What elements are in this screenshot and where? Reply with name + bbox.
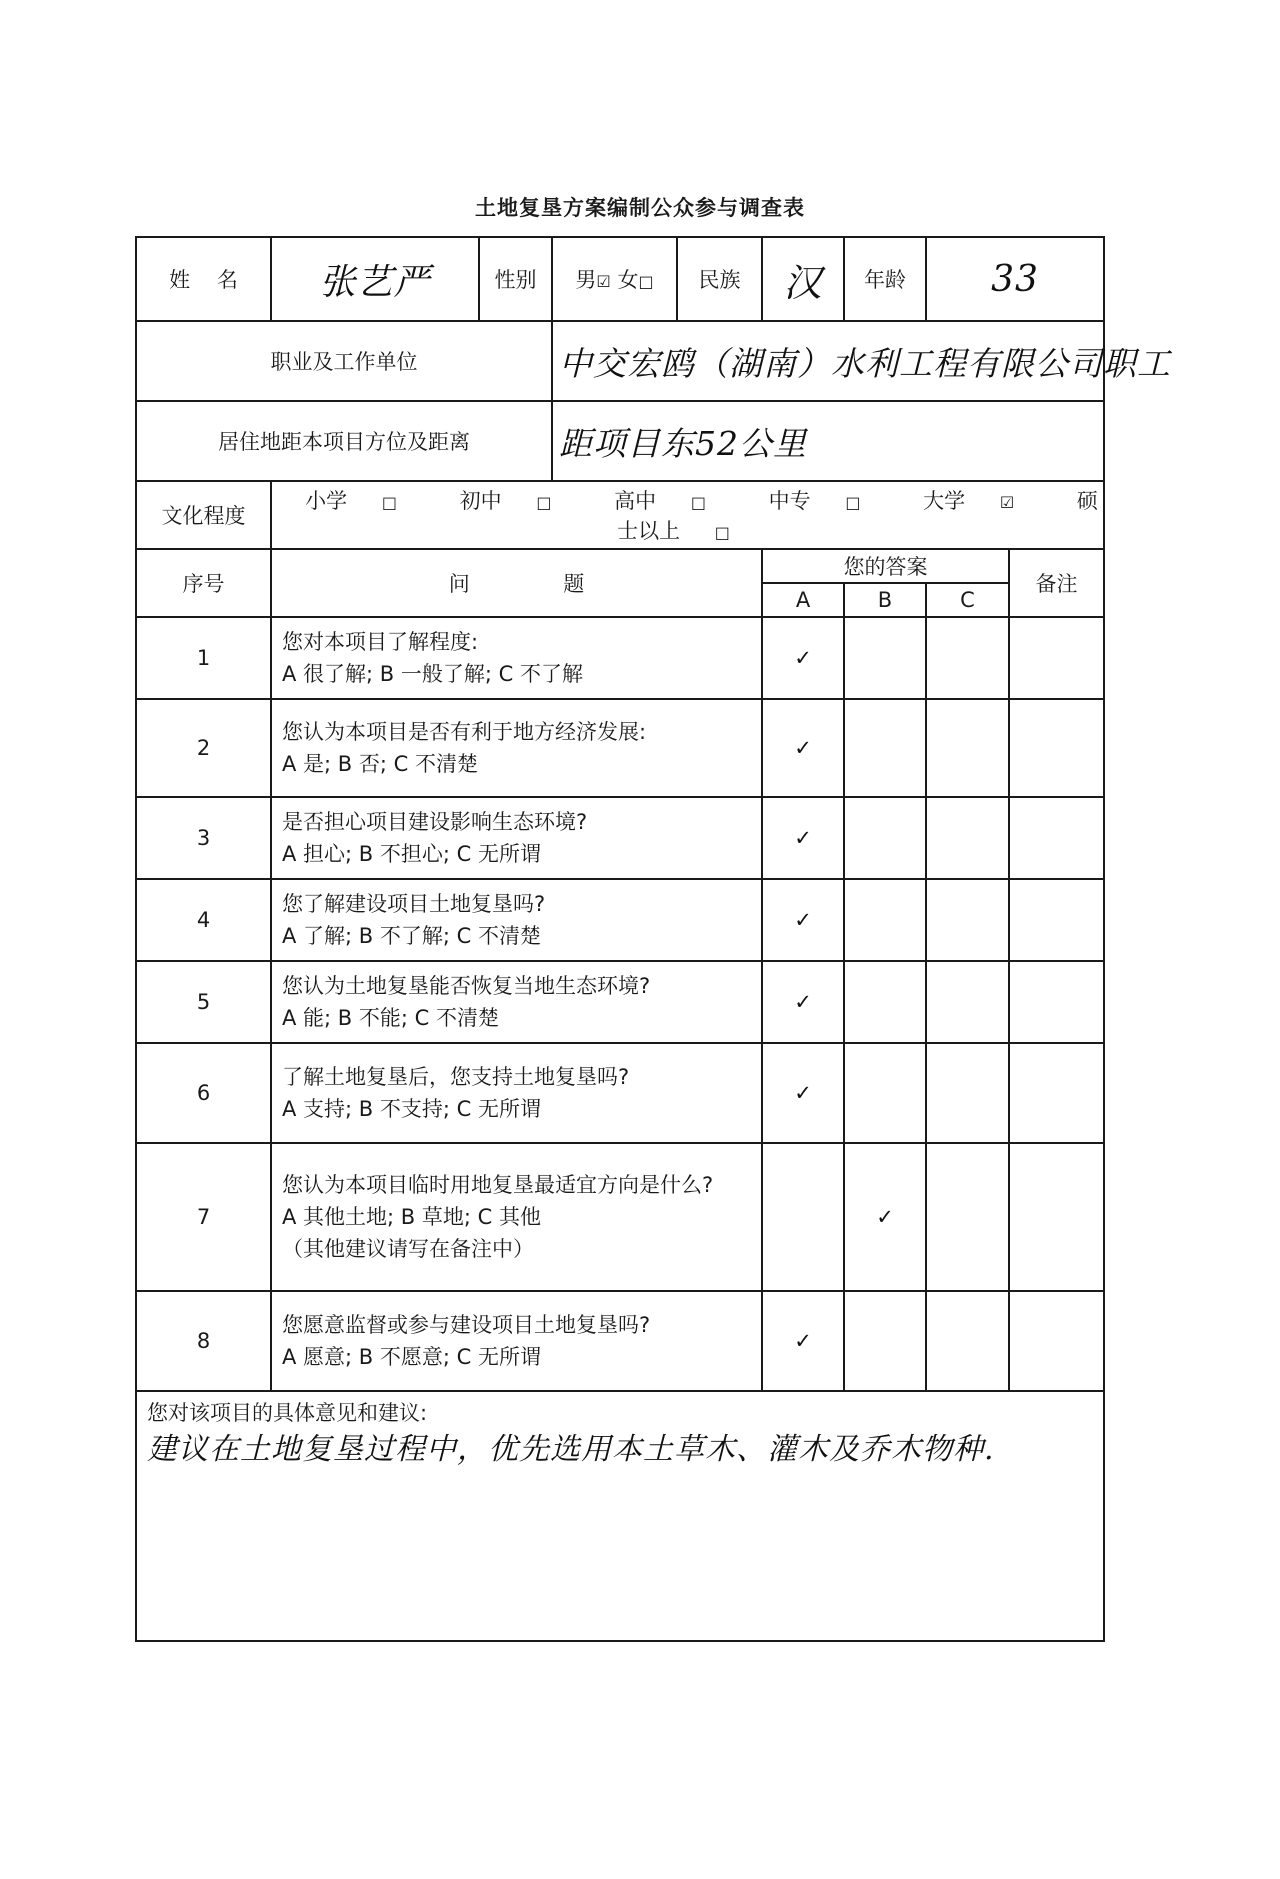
answer-b-cell[interactable] bbox=[844, 961, 926, 1043]
name-value[interactable]: 张艺严 bbox=[271, 237, 479, 321]
answer-c-cell[interactable] bbox=[926, 1043, 1009, 1143]
question-number: 3 bbox=[136, 797, 271, 879]
question-header: 问 题 bbox=[271, 549, 762, 617]
table-row bbox=[136, 879, 1104, 961]
col-a-header: A bbox=[762, 583, 844, 617]
remarks-cell[interactable] bbox=[1009, 879, 1104, 961]
question-number: 6 bbox=[136, 1043, 271, 1143]
gender-male-label: 男 bbox=[575, 268, 597, 292]
table-row bbox=[136, 1043, 1104, 1143]
question-text: 您对本项目了解程度: A 很了解; B 一般了解; C 不了解 bbox=[271, 617, 762, 699]
education-option[interactable]: 小学 □ bbox=[305, 489, 397, 513]
education-option[interactable]: 高中 □ bbox=[614, 489, 706, 513]
education-checkbox: □ bbox=[536, 492, 552, 512]
suggestions-row bbox=[136, 1391, 1104, 1641]
occupation-row bbox=[136, 321, 1104, 401]
answer-a-cell[interactable] bbox=[762, 1143, 844, 1291]
age-label: 年龄 bbox=[844, 237, 926, 321]
col-c-header: C bbox=[926, 583, 1009, 617]
question-number: 1 bbox=[136, 617, 271, 699]
answer-b-cell[interactable] bbox=[844, 1291, 926, 1391]
col-b-header: B bbox=[844, 583, 926, 617]
answer-c-cell[interactable] bbox=[926, 617, 1009, 699]
residence-value[interactable]: 距项目东52公里 bbox=[552, 401, 1104, 481]
answer-a-cell[interactable]: ✓ bbox=[762, 879, 844, 961]
education-options[interactable] bbox=[271, 481, 1104, 549]
page-title: 土地复垦方案编制公众参与调查表 bbox=[475, 196, 805, 220]
answer-a-cell[interactable]: ✓ bbox=[762, 797, 844, 879]
remarks-cell[interactable] bbox=[1009, 1291, 1104, 1391]
question-number: 8 bbox=[136, 1291, 271, 1391]
education-option[interactable]: 硕士以上 □ bbox=[617, 489, 1098, 543]
question-number: 5 bbox=[136, 961, 271, 1043]
table-row bbox=[136, 617, 1104, 699]
table-header-row bbox=[136, 549, 1104, 583]
table-row bbox=[136, 1143, 1104, 1291]
ethnicity-value[interactable]: 汉 bbox=[762, 237, 844, 321]
answer-a-cell[interactable]: ✓ bbox=[762, 617, 844, 699]
question-number: 4 bbox=[136, 879, 271, 961]
question-text: 了解土地复垦后，您支持土地复垦吗? A 支持; B 不支持; C 无所谓 bbox=[271, 1043, 762, 1143]
answer-b-cell[interactable] bbox=[844, 797, 926, 879]
education-option[interactable]: 中专 □ bbox=[768, 489, 861, 513]
name-label: 姓 名 bbox=[136, 237, 271, 321]
occupation-value[interactable]: 中交宏鸥（湖南）水利工程有限公司职工 bbox=[552, 321, 1104, 401]
education-option[interactable]: 初中 □ bbox=[459, 489, 552, 513]
question-text: 您认为本项目临时用地复垦最适宜方向是什么? A 其他土地; B 草地; C 其他 （其他建议请写在备注中） bbox=[271, 1143, 762, 1291]
question-text: 您愿意监督或参与建设项目土地复垦吗? A 愿意; B 不愿意; C 无所谓 bbox=[271, 1291, 762, 1391]
remarks-cell[interactable] bbox=[1009, 1043, 1104, 1143]
remarks-cell[interactable] bbox=[1009, 961, 1104, 1043]
answer-b-cell[interactable] bbox=[844, 699, 926, 797]
answer-b-cell[interactable] bbox=[844, 617, 926, 699]
education-row bbox=[136, 481, 1104, 549]
remarks-cell[interactable] bbox=[1009, 1143, 1104, 1291]
education-checkbox: □ bbox=[381, 492, 397, 512]
residence-label: 居住地距本项目方位及距离 bbox=[136, 401, 552, 481]
answer-a-cell[interactable]: ✓ bbox=[762, 699, 844, 797]
remarks-cell[interactable] bbox=[1009, 617, 1104, 699]
age-value[interactable]: 33 bbox=[926, 237, 1104, 321]
table-row bbox=[136, 797, 1104, 879]
question-text: 是否担心项目建设影响生态环境? A 担心; B 不担心; C 无所谓 bbox=[271, 797, 762, 879]
remarks-cell[interactable] bbox=[1009, 699, 1104, 797]
education-option[interactable]: 大学 ☑ bbox=[923, 489, 1015, 513]
answer-b-cell[interactable] bbox=[844, 879, 926, 961]
answer-c-cell[interactable] bbox=[926, 1291, 1009, 1391]
education-checkbox: ☑ bbox=[999, 492, 1015, 512]
suggestions-cell[interactable] bbox=[136, 1391, 1104, 1641]
occupation-label: 职业及工作单位 bbox=[136, 321, 552, 401]
question-text: 您认为土地复垦能否恢复当地生态环境? A 能; B 不能; C 不清楚 bbox=[271, 961, 762, 1043]
suggestions-text[interactable]: 建议在土地复垦过程中，优先选用本土草木、灌木及乔木物种. bbox=[147, 1432, 995, 1467]
gender-female-label: 女 bbox=[617, 268, 639, 292]
question-number: 2 bbox=[136, 699, 271, 797]
suggestions-label: 您对该项目的具体意见和建议: bbox=[147, 1401, 428, 1425]
question-text: 您了解建设项目土地复垦吗? A 了解; B 不了解; C 不清楚 bbox=[271, 879, 762, 961]
personal-info-row bbox=[136, 237, 1104, 321]
gender-male-checkbox[interactable]: ☑ bbox=[596, 271, 611, 291]
answer-c-cell[interactable] bbox=[926, 1143, 1009, 1291]
table-row bbox=[136, 1291, 1104, 1391]
answer-a-cell[interactable]: ✓ bbox=[762, 961, 844, 1043]
question-text: 您认为本项目是否有利于地方经济发展: A 是; B 否; C 不清楚 bbox=[271, 699, 762, 797]
education-checkbox: □ bbox=[714, 522, 730, 542]
answer-c-cell[interactable] bbox=[926, 961, 1009, 1043]
education-label: 文化程度 bbox=[136, 481, 271, 549]
answer-header: 您的答案 bbox=[762, 549, 1009, 583]
table-row bbox=[136, 961, 1104, 1043]
survey-table bbox=[135, 236, 1171, 1642]
residence-row bbox=[136, 401, 1104, 481]
answer-c-cell[interactable] bbox=[926, 699, 1009, 797]
gender-female-checkbox[interactable]: □ bbox=[638, 271, 654, 291]
question-number: 7 bbox=[136, 1143, 271, 1291]
remarks-header: 备注 bbox=[1009, 549, 1104, 617]
answer-c-cell[interactable] bbox=[926, 797, 1009, 879]
answer-c-cell[interactable] bbox=[926, 879, 1009, 961]
remarks-cell[interactable] bbox=[1009, 797, 1104, 879]
education-checkbox: □ bbox=[690, 492, 706, 512]
seq-header: 序号 bbox=[136, 549, 271, 617]
gender-options[interactable] bbox=[552, 237, 677, 321]
gender-label: 性别 bbox=[479, 237, 552, 321]
answer-a-cell[interactable]: ✓ bbox=[762, 1291, 844, 1391]
answer-a-cell[interactable]: ✓ bbox=[762, 1043, 844, 1143]
answer-b-cell[interactable]: ✓ bbox=[844, 1143, 926, 1291]
ethnicity-label: 民族 bbox=[677, 237, 762, 321]
answer-b-cell[interactable] bbox=[844, 1043, 926, 1143]
table-row bbox=[136, 699, 1104, 797]
education-checkbox: □ bbox=[845, 492, 861, 512]
